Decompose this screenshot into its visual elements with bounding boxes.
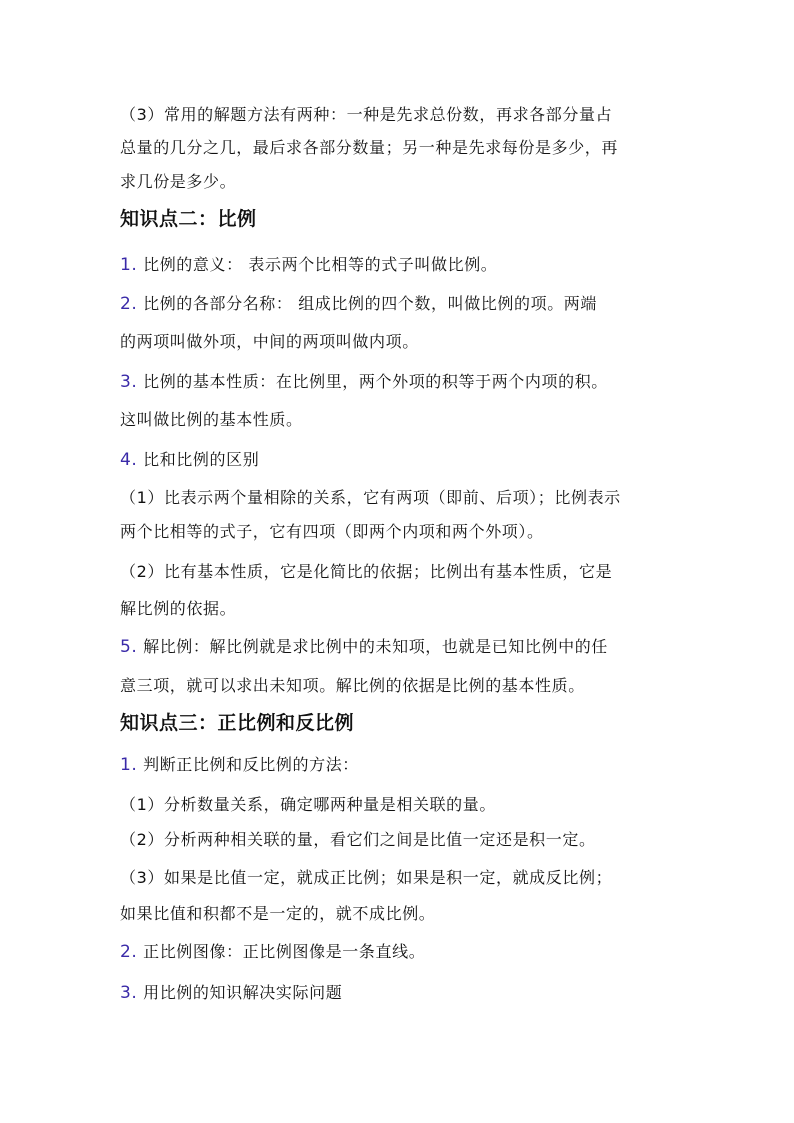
paragraph-line: 如果比值和积都不是一定的，就不成比例。 <box>120 904 436 923</box>
list-item <box>120 636 608 658</box>
paragraph-line: 的两项叫做外项，中间的两项叫做内项。 <box>120 332 419 351</box>
list-item <box>120 754 359 776</box>
item-number: 1. <box>120 255 138 275</box>
item-text: 比例的意义： 表示两个比相等的式子叫做比例。 <box>143 255 498 274</box>
list-item <box>120 371 608 393</box>
item-text: 用比例的知识解决实际问题 <box>143 983 343 1002</box>
paragraph-line: 解比例的依据。 <box>120 599 237 618</box>
paragraph-line: 意三项，就可以求出未知项。解比例的依据是比例的基本性质。 <box>120 676 585 695</box>
item-text: 比例的基本性质：在比例里，两个外项的积等于两个内项的积。 <box>143 372 608 391</box>
item-text: 正比例图像：正比例图像是一条直线。 <box>143 942 426 961</box>
paragraph-line: （3）常用的解题方法有两种：一种是先求总份数，再求各部分量占 <box>120 105 613 124</box>
item-number: 1. <box>120 755 138 775</box>
item-number: 2. <box>120 942 138 962</box>
item-text: 判断正比例和反比例的方法： <box>143 755 359 774</box>
list-item <box>120 941 425 963</box>
list-item <box>120 982 342 1004</box>
paragraph-line: （2）比有基本性质，它是化简比的依据；比例出有基本性质，它是 <box>120 562 613 581</box>
list-item <box>120 449 259 471</box>
section-heading: 知识点三：正比例和反比例 <box>120 712 355 734</box>
paragraph-line: 这叫做比例的基本性质。 <box>120 410 303 429</box>
paragraph-line: （1）比表示两个量相除的关系，它有两项（即前、后项）；比例表示 <box>120 488 621 507</box>
list-item <box>120 293 597 315</box>
paragraph-line: （3）如果是比值一定，就成正比例；如果是积一定，就成反比例； <box>120 868 613 887</box>
item-text: 解比例：解比例就是求比例中的未知项，也就是已知比例中的任 <box>143 637 608 656</box>
item-number: 3. <box>120 372 138 392</box>
item-number: 5. <box>120 637 138 657</box>
item-text: 比和比例的区别 <box>143 450 260 469</box>
paragraph-line: 两个比相等的式子，它有四项（即两个内项和两个外项）。 <box>120 522 544 541</box>
list-item <box>120 254 497 276</box>
section-heading: 知识点二：比例 <box>120 208 257 230</box>
paragraph-line: （2）分析两种相关联的量，看它们之间是比值一定还是积一定。 <box>120 830 596 849</box>
paragraph-line: 求几份是多少。 <box>120 172 237 191</box>
item-text: 比例的各部分名称： 组成比例的四个数，叫做比例的项。两端 <box>143 294 597 313</box>
item-number: 4. <box>120 450 138 470</box>
item-number: 3. <box>120 983 138 1003</box>
paragraph-line: 总量的几分之几，最后求各部分数量；另一种是先求每份是多少，再 <box>120 138 619 157</box>
paragraph-line: （1）分析数量关系，确定哪两种量是相关联的量。 <box>120 795 496 814</box>
item-number: 2. <box>120 294 138 314</box>
